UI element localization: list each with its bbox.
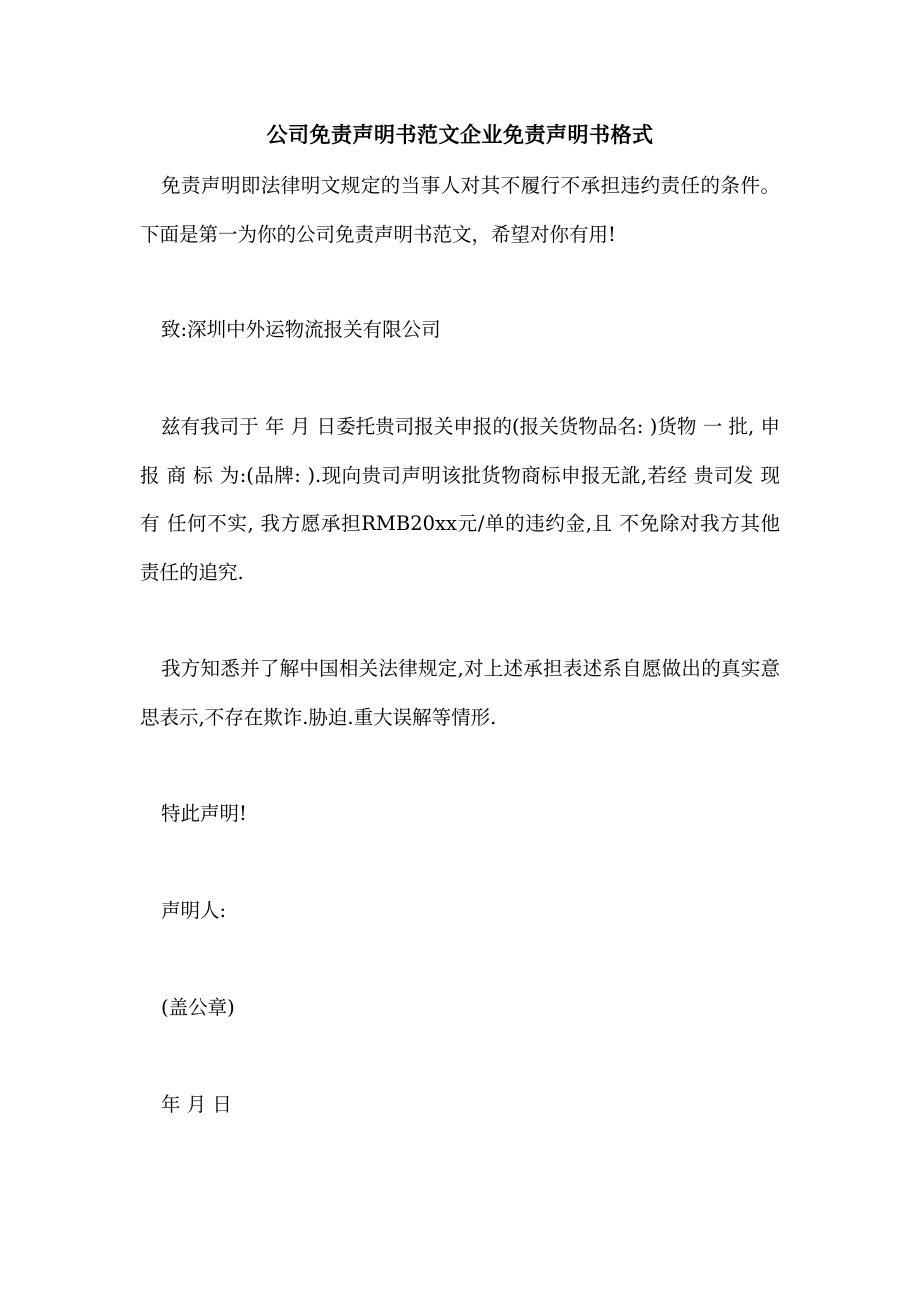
- seal-line: (盖公章): [161, 996, 235, 1019]
- declarant-line: 声明人:: [161, 899, 227, 922]
- declaration-paragraph: 兹有我司于 年 月 日委托贵司报关申报的(报关货物品名: )货物 一 批, 申 报 商 标 为:(品牌: ).现向贵司声明该批货物商标申报无訛,若经 贵司发 现有 任何不实, 我方愿承担RMB20xx元/单的违约金,且 不免除对我方其他责任的追究.: [140, 415, 780, 584]
- acknowledgement-paragraph: 我方知悉并了解中国相关法律规定,对上述承担表述系自愿做出的真实意思表示,不存在欺诈.胁迫.重大误解等情形.: [140, 657, 780, 729]
- addressee-line: 致:深圳中外运物流报关有限公司: [161, 318, 441, 341]
- date-line: 年 月 日: [161, 1093, 232, 1116]
- document-title: 公司免责声明书范文企业免责声明书格式: [266, 122, 654, 147]
- hereby-declare-line: 特此声明!: [161, 802, 247, 825]
- intro-paragraph: 免责声明即法律明文规定的当事人对其不履行不承担违约责任的条件。下面是第一为你的公司免责声明书范文，希望对你有用!: [140, 174, 780, 246]
